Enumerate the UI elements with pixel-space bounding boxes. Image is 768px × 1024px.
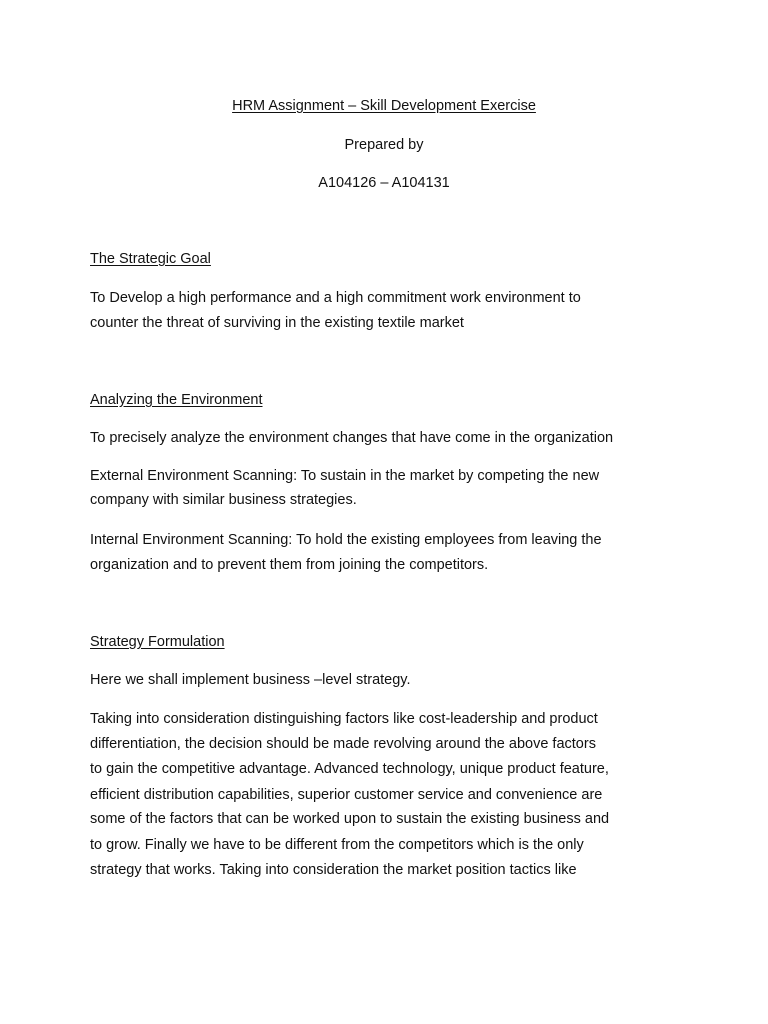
paragraph-line: Taking into consideration distinguishing factors like cost-leadership and product bbox=[90, 711, 598, 727]
paragraph-line: efficient distribution capabilities, superior customer service and convenience are bbox=[90, 787, 603, 803]
paragraph-line: to grow. Finally we have to be different from the competitors which is the only bbox=[90, 837, 584, 853]
document-title: HRM Assignment – Skill Development Exercise bbox=[232, 98, 536, 114]
paragraph-line: External Environment Scanning: To sustain in the market by competing the new bbox=[90, 468, 600, 484]
paragraph-line: To precisely analyze the environment changes that have come in the organization bbox=[90, 430, 614, 446]
paragraph-line: differentiation, the decision should be made revolving around the above factors bbox=[90, 736, 596, 752]
paragraph-line: company with similar business strategies. bbox=[90, 492, 357, 508]
paragraph-line: strategy that works. Taking into consideration the market position tactics like bbox=[90, 862, 577, 878]
section-heading-strategic-goal: The Strategic Goal bbox=[90, 251, 211, 267]
paragraph-line: to gain the competitive advantage. Advanced technology, unique product feature, bbox=[90, 761, 609, 777]
paragraph-line: organization and to prevent them from joining the competitors. bbox=[90, 557, 489, 573]
section-heading-analyzing-environment: Analyzing the Environment bbox=[90, 392, 263, 408]
prepared-by-label: Prepared by bbox=[344, 137, 424, 153]
paragraph-line: some of the factors that can be worked upon to sustain the existing business and bbox=[90, 811, 610, 827]
paragraph-line: Internal Environment Scanning: To hold the existing employees from leaving the bbox=[90, 532, 602, 548]
paragraph-line: counter the threat of surviving in the existing textile market bbox=[90, 315, 464, 331]
section-heading-strategy-formulation: Strategy Formulation bbox=[90, 634, 225, 650]
student-ids: A104126 – A104131 bbox=[318, 175, 450, 191]
paragraph-line: Here we shall implement business –level strategy. bbox=[90, 672, 411, 688]
paragraph-line: To Develop a high performance and a high commitment work environment to bbox=[90, 290, 581, 306]
